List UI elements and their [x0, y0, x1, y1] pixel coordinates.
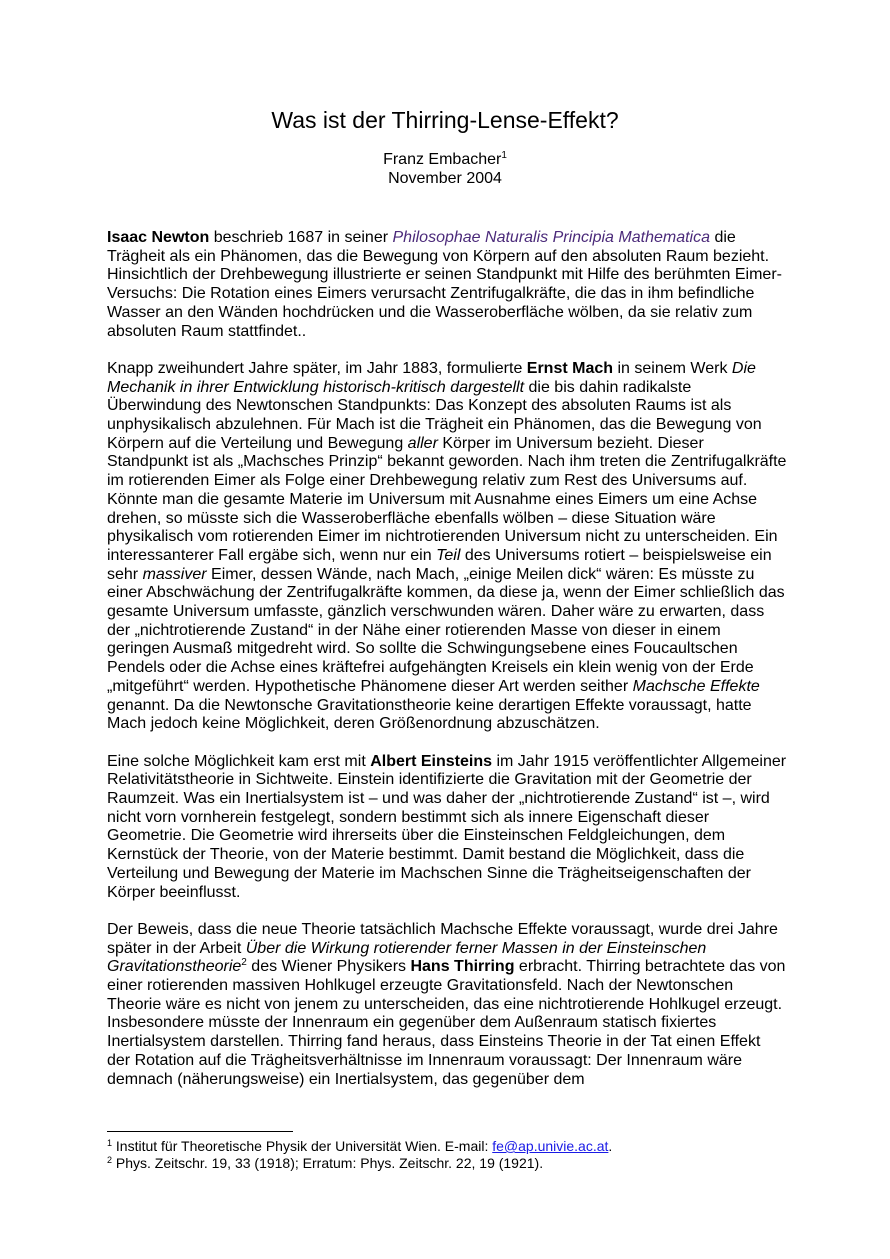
emphasis-teil: Teil [436, 546, 461, 564]
name-einstein: Albert Einsteins [370, 752, 493, 770]
page-title: Was ist der Thirring-Lense-Effekt? [271, 107, 619, 133]
work-title-mechanik: Die Mechanik in ihrer Entwicklung historisch-kritisch dargestellt [107, 359, 756, 396]
footnote-ref-2: 2 [241, 957, 247, 969]
paragraph-mach [107, 360, 787, 734]
text-segment: Knapp zweihundert Jahre später, im Jahr 1883, formulierte [107, 359, 527, 377]
footnote-text: Institut für Theoretische Physik der Universität Wien. E-mail: [112, 1138, 493, 1154]
emphasis-machsche-effekte: Machsche Effekte [632, 677, 760, 695]
footnote-separator [107, 1131, 293, 1132]
text-segment: Der Beweis, dass die neue Theorie tatsächlich Machsche Effekte voraussagt, wurde drei Jahre später in der Arbeit [107, 920, 778, 957]
text-segment: erbracht. Thirring betrachtete das von einer rotierenden massiven Hohlkugel erzeugte Gravitationsfeld. Nach der Newtonschen Theorie wäre es nicht von jenem zu unterscheiden, das eine nichtrotierende Hohlkugel erzeugt. Insbesondere müsste der Innenraum ein gegenüber dem Außenraum statisch fixiertes Inertialsystem darstellen. Thirring fand heraus, dass Einsteins Theorie in der Tat einen Effekt der Rotation auf die Trägheitsverhältnisse im Innenraum voraussagt: Der Innenraum wäre demnach (näherungsweise) ein Inertialsystem, das gegenüber dem [107, 958, 786, 1088]
paragraph-thirring [107, 921, 787, 1089]
emphasis-massiver: massiver [142, 565, 207, 583]
footnotes [107, 1138, 787, 1172]
text-segment: des Wiener Physikers [246, 958, 411, 976]
text-segment: die Trägheit als ein Phänomen, das die Bewegung von Körpern auf den absoluten Raum bezieht. Hinsichtlich der Drehbewegung illustrierte er seinen Standpunkt mit Hilfe des berühmten Eimer-Versuchs: Die Rotation eines Eimers verursacht Zentrifugalkräfte, die das in ihm befindliche Wasser an den Wänden hochdrücken und die Wasseroberfläche wölben, da sie relativ zum absoluten Raum stattfindet.. [107, 229, 782, 340]
byline [0, 150, 890, 188]
footnote-mark-2: 2 [107, 1155, 113, 1165]
footnote-2 [107, 1155, 787, 1172]
footnote-text: Phys. Zeitschr. 19, 33 (1918); Erratum: Phys. Zeitschr. 22, 19 (1921). [112, 1155, 544, 1171]
footnote-ref-1: 1 [501, 150, 507, 161]
text-segment: beschrieb 1687 in seiner [209, 229, 393, 246]
footnote-1 [107, 1138, 787, 1155]
publication-date: November 2004 [388, 170, 502, 187]
text-segment: Körper im Universum bezieht. Dieser Standpunkt ist als „Machsches Prinzip“ bekannt geworden. Nach ihm treten die Zentrifugalkräfte im rotierenden Eimer als Folge einer Drehbewegung relativ zum Rest des Universums auf. Könnte man die gesamte Materie im Universum mit Ausnahme eines Eimers um eine Achse drehen, so müsste sich die Wasseroberfläche ebenfalls wölben – diese Situation wäre physikalisch vom rotierenden Eimer im nichtrotierenden Universum nicht zu unterscheiden. Ein interessanterer Fall ergäbe sich, wenn nur ein [107, 434, 787, 564]
footnote-mark-1: 1 [107, 1138, 113, 1148]
name-newton: Isaac Newton [107, 229, 210, 246]
name-thirring: Hans Thirring [410, 958, 515, 976]
text-segment: Eine solche Möglichkeit kam erst mit [107, 752, 371, 770]
article-body [107, 229, 787, 1108]
name-mach: Ernst Mach [526, 359, 614, 377]
text-segment: Eimer, dessen Wände, nach Mach, „einige Meilen dick“ wären: Es müsste zu einer Abschwächung der Zentrifugalkräfte kommen, da diese ja, wenn der Eimer schließlich das gesamte Universum umfasste, gänzlich verschwunden wären. Daher wäre zu erwarten, dass der „nichtrotierende Zustand“ in der Nähe einer rotierenden Masse von dieser in einem geringen Ausmaß mitgedreht wird. So sollte die Schwingungsebene eines Foucaultschen Pendels oder die Achse eines kräftefrei aufgehängten Kreisels ein klein wenig von der Erde „mitgeführt“ werden. Hypothetische Phänomene dieser Art werden seither [107, 565, 785, 695]
work-title-principia: Philosophae Naturalis Principia Mathematica [392, 229, 710, 246]
emphasis-aller: aller [407, 434, 438, 452]
email-link[interactable]: fe@ap.univie.ac.at [492, 1138, 609, 1154]
paragraph-einstein [107, 753, 787, 903]
footnote-text: . [608, 1138, 613, 1154]
author-line [0, 150, 890, 169]
text-segment: des Universums rotiert – beispielsweise ein sehr [107, 546, 772, 583]
work-title-thirring: Über die Wirkung rotierender ferner Massen in der Einsteinschen Gravitationstheorie [107, 939, 707, 976]
text-segment: im Jahr 1915 veröffentlichter Allgemeiner Relativitätstheorie in Sichtweite. Einstein identifizierte die Gravitation mit der Geometrie der Raumzeit. Was ein Inertialsystem ist – und was daher der „nichtrotierende Zustand“ ist –, wird nicht vorn vornherein festgelegt, sondern bestimmt sich als innere Eigenschaft dieser Geometrie. Die Geometrie wird ihrerseits über die Einsteinschen Feldgleichungen, dem Kernstück der Theorie, von der Materie bestimmt. Damit bestand die Möglichkeit, dass die Verteilung und Bewegung der Materie im Machschen Sinne die Trägheitseigenschaften der Körper beeinflusst. [107, 752, 787, 901]
text-segment: in seinem Werk [613, 359, 732, 377]
author-name: Franz Embacher [383, 151, 502, 168]
text-segment: genannt. Da die Newtonsche Gravitationstheorie keine derartigen Effekte voraussagt, hatte Mach jedoch keine Möglichkeit, deren Größenordnung abzuschätzen. [107, 696, 752, 733]
text-segment: die bis dahin radikalste Überwindung des Newtonschen Standpunkts: Das Konzept des absoluten Raums ist als unphysikalisch abzulehnen. Für Mach ist die Trägheit ein Phänomen, das die Bewegung von Körpern auf die Verteilung und Bewegung [107, 378, 762, 452]
paragraph-newton [107, 229, 787, 341]
